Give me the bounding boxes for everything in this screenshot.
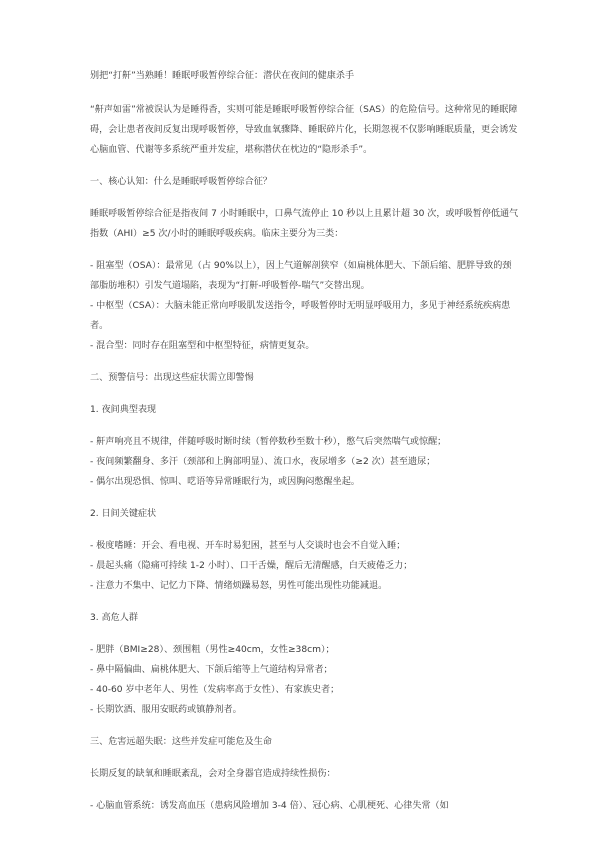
day-symptoms-list: [90, 536, 520, 596]
article-title: 别把“打鼾”当熟睡！睡眠呼吸暂停综合征：潜伏在夜间的健康杀手: [90, 71, 355, 81]
section1-heading: 一、核心认知：什么是睡眠呼吸暂停综合征？: [90, 177, 272, 187]
intro-paragraph: “鼾声如雷”常被误认为是睡得香，实则可能是睡眠呼吸暂停综合征（SAS）的危险信号。这种常见的睡眠障碍，会让患者夜间反复出现呼吸暂停，导致血氧骤降、睡眠碎片化，长期忽视不仅影响睡眠质量，更会诱发心脑血管、代谢等多系统严重并发症，堪称潜伏在枕边的“隐形杀手”。: [90, 105, 518, 155]
list-item: - 肥胖（BMI≥28）、颈围粗（男性≥40cm，女性≥38cm）；: [90, 645, 335, 655]
section3-heading: 三、危害远超失眠：这些并发症可能危及生命: [90, 737, 272, 747]
list-item: - 偶尔出现恐惧、惊叫、呓语等异常睡眠行为，或因胸闷憋醒坐起。: [90, 477, 360, 487]
list-item: - 注意力不集中、记忆力下降、情绪烦躁易怒，男性可能出现性功能减退。: [90, 581, 388, 591]
list-item: - 心脑血管系统：诱发高血压（患病风险增加 3-4 倍）、冠心病、心肌梗死、心律失常（如: [90, 801, 449, 811]
list-item: - 长期饮酒、服用安眠药或镇静剂者。: [90, 705, 242, 715]
section2-heading: 二、预警信号：出现这些症状需立即警惕: [90, 373, 254, 383]
complications-list: [90, 796, 520, 816]
list-item: - 极度嗜睡：开会、看电视、开车时易犯困，甚至与人交谈时也会不自觉入睡；: [90, 541, 406, 551]
list-item: - 阻塞型（OSA）：最常见（占 90%以上），因上气道解剖狭窄（如扁桃体肥大、下颌后缩、肥胖导致的颈部脂肪堆积）引发气道塌陷，表现为“打鼾-呼吸暂停-喘气”交替出现。: [90, 261, 512, 291]
section3-body: 长期反复的缺氧和睡眠紊乱，会对全身器官造成持续性损伤：: [90, 769, 336, 779]
subsection-heading: 3. 高危人群: [90, 613, 138, 623]
list-item: - 夜间频繁翻身、多汗（颈部和上胸部明显）、流口水，夜尿增多（≥2 次）甚至遗尿；: [90, 457, 436, 467]
night-symptoms-list: [90, 432, 520, 492]
risk-group-list: [90, 640, 520, 720]
article-body: [90, 66, 520, 828]
list-item: - 晨起头痛（隐痛可持续 1-2 小时）、口干舌燥，醒后无清醒感，白天疲倦乏力；: [90, 561, 413, 571]
list-item: - 40-60 岁中老年人、男性（发病率高于女性）、有家族史者；: [90, 685, 340, 695]
list-item: - 中枢型（CSA）：大脑未能正常向呼吸肌发送指令，呼吸暂停时无明显呼吸用力，多见于神经系统疾病患者。: [90, 301, 511, 331]
section1-body: 睡眠呼吸暂停综合征是指夜间 7 小时睡眠中，口鼻气流停止 10 秒以上且累计超 30 次，或呼吸暂停低通气指数（AHI）≥5 次/小时的睡眠呼吸疾病。临床主要分为三类：: [90, 209, 519, 239]
list-item: - 鼾声响亮且不规律，伴随呼吸时断时续（暂停数秒至数十秒），憋气后突然喘气或惊醒；: [90, 437, 447, 447]
subsection-heading: 1. 夜间典型表现: [90, 405, 157, 415]
section1-list: [90, 256, 520, 356]
list-item: - 鼻中隔偏曲、扁桃体肥大、下颌后缩等上气道结构异常者；: [90, 665, 333, 675]
subsection-heading: 2. 日间关键症状: [90, 509, 157, 519]
list-item: - 混合型：同时存在阻塞型和中枢型特征，病情更复杂。: [90, 341, 315, 351]
